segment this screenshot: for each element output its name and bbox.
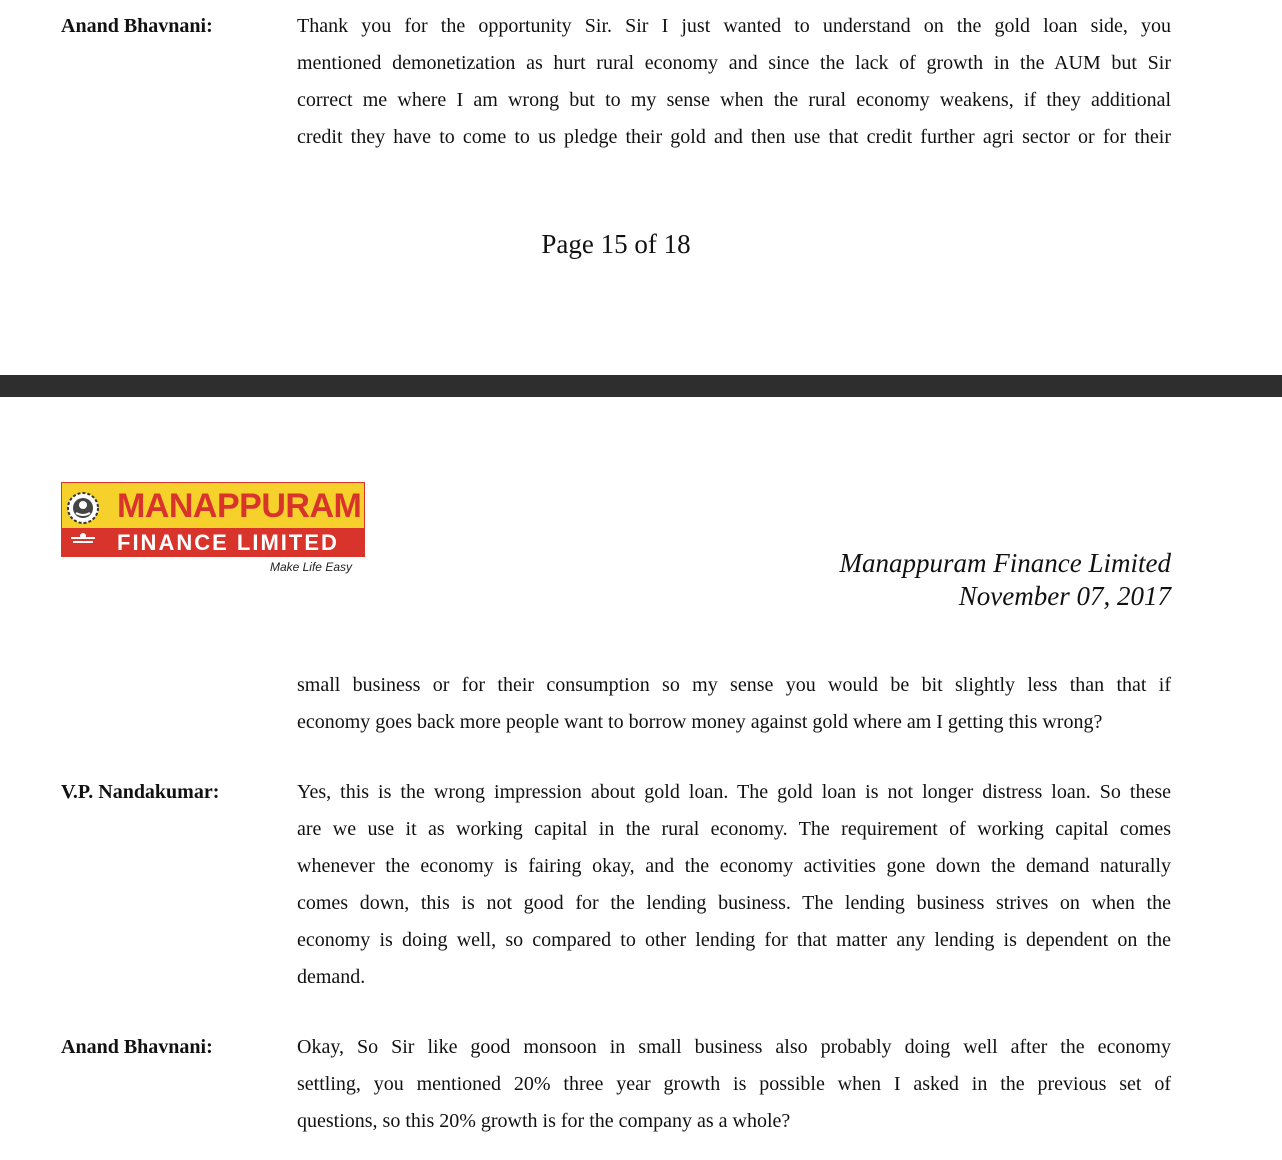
speaker-name: V.P. Nandakumar: (61, 781, 220, 803)
speaker-name: Anand Bhavnani: (61, 1036, 213, 1058)
page-number: Page 15 of 18 (541, 229, 691, 259)
speech-line: Okay, So Sir like good monsoon in small business also probably doing well after the economy (297, 1036, 1171, 1058)
logo-name: MANAPPURAM (117, 487, 362, 525)
speech-paragraph (297, 774, 1171, 996)
speech-line: Thank you for the opportunity Sir. Sir I just wanted to understand on the gold loan side, you (297, 15, 1171, 37)
speech-paragraph (297, 8, 1171, 156)
speech-line: mentioned demonetization as hurt rural economy and since the lack of growth in the AUM but Sir (297, 52, 1171, 74)
company-logo (61, 482, 365, 557)
speech-paragraph (297, 1029, 1171, 1140)
speech-line: credit they have to come to us pledge their gold and then use that credit further agri sector or for their (297, 126, 1171, 148)
logo-subtitle: FINANCE LIMITED (117, 530, 339, 555)
speech-paragraph (297, 667, 1171, 741)
speech-line: Yes, this is the wrong impression about gold loan. The gold loan is not longer distress loan. So these (297, 781, 1171, 803)
speech-line: questions, so this 20% growth is for the company as a whole? (297, 1110, 791, 1132)
speech-line: economy goes back more people want to borrow money against gold where am I getting this wrong? (297, 711, 1103, 733)
header-company: Manappuram Finance Limited (839, 548, 1171, 578)
speech-line: settling, you mentioned 20% three year growth is possible when I asked in the previous set of (297, 1073, 1171, 1095)
speaker-name: Anand Bhavnani: (61, 15, 213, 37)
speech-line: small business or for their consumption so my sense you would be bit slightly less than that if (297, 674, 1171, 696)
header-date: November 07, 2017 (958, 581, 1171, 611)
speech-line: whenever the economy is fairing okay, and the economy activities gone down the demand naturally (297, 855, 1171, 877)
logo-tagline: Make Life Easy (269, 560, 352, 574)
speech-line: demand. (297, 966, 366, 988)
speech-line: comes down, this is not good for the lending business. The lending business strives on when the (297, 892, 1171, 914)
page-divider (0, 375, 1282, 397)
emblem-icon (65, 486, 115, 556)
speech-line: are we use it as working capital in the rural economy. The requirement of working capital comes (297, 818, 1171, 840)
speech-line: economy is doing well, so compared to other lending for that matter any lending is dependent on the (297, 929, 1171, 951)
speech-line: correct me where I am wrong but to my sense when the rural economy weakens, if they additional (297, 89, 1171, 111)
